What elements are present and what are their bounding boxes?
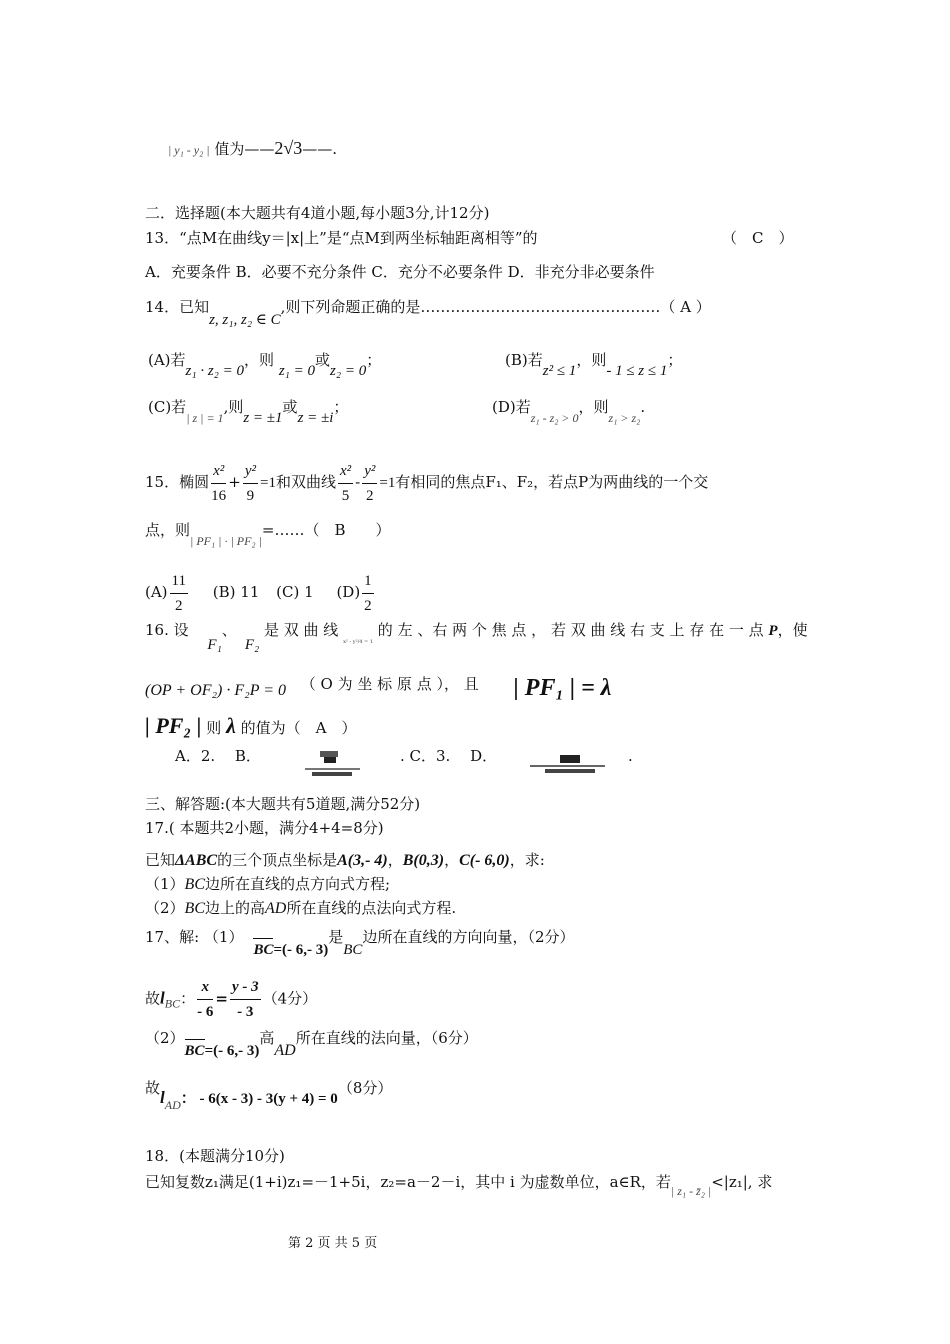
vector-condition: (OP + OF₂) · F₂P = 0	[145, 682, 286, 699]
q14-stem	[145, 297, 711, 328]
side-bc: BC	[184, 900, 205, 917]
point-p: P	[768, 623, 778, 639]
q17-solution-3	[145, 1027, 478, 1059]
lambda-symbol: λ	[226, 713, 236, 738]
option-b-cond: z² ≤ 1	[542, 363, 577, 379]
frac-numerator: 11	[170, 569, 188, 594]
part2-tail: 所在直线的点法向式方程.	[286, 899, 457, 917]
frac-denominator: 9	[246, 487, 255, 504]
q16-line3	[145, 713, 357, 738]
part1-label: （1）	[145, 875, 185, 893]
option-c-then: ,则	[223, 398, 244, 416]
garbled-fraction-d-bar	[530, 765, 605, 767]
q15-opt-a: (A)	[145, 583, 168, 601]
option-c-cond: | z | = 1	[186, 411, 224, 425]
q16-condition: 的 左 、右 两 个 焦 点 ， 若 双 曲 线 右 支 上 存 在 一 点	[377, 621, 764, 639]
line-ad-equation: ： - 6(x - 3) - 3(y + 4) = 0	[180, 1091, 338, 1107]
q17-given	[145, 850, 545, 871]
q17-title: 17.( 本题共2小题，满分4+4=8分)	[145, 819, 384, 837]
q18-text	[145, 1172, 773, 1198]
vector-bc: BC	[253, 938, 273, 960]
garbled-fraction-b-den	[312, 772, 352, 776]
q16-line1	[145, 620, 808, 653]
hyperbola-term-x	[338, 459, 353, 508]
hyperbola-label: 和双曲线	[275, 473, 336, 491]
frac-denominator: 5	[341, 487, 350, 504]
q15-options	[145, 568, 376, 618]
q17-solution-1	[145, 926, 575, 958]
q13-options: A．充要条件 B．必要不充分条件 C．充分不必要条件 D．非充分非必要条件	[145, 263, 655, 281]
side-bc: BC	[184, 876, 205, 893]
point-a: A(3,- 4)	[337, 852, 388, 869]
altitude-label: 高	[259, 1029, 275, 1047]
option-b-res: - 1 ≤ z ≤ 1	[606, 363, 668, 379]
pf-product: | PF₁ | · | PF₂ |	[190, 534, 262, 548]
q16-opts-ab: A．2. B．	[175, 747, 261, 765]
q14-number: 14．已知	[145, 298, 210, 316]
q15-stem	[145, 458, 708, 508]
separator: 、	[221, 621, 237, 639]
plus-sign: +	[228, 473, 241, 491]
section3-heading: 三、解答题:(本大题共有5道题,满分52分)	[145, 795, 421, 813]
q18-given: 已知复数z₁满足(1+i)z₁=－1+5i，z₂=a－2－i，其中 i 为虚数单位，a∈R，若	[145, 1173, 671, 1191]
fraction-y	[230, 975, 261, 1024]
value-label: 值为	[214, 140, 245, 158]
frac-numerator: y²	[362, 459, 377, 484]
q18-condition: <|z₁|, 求	[711, 1173, 773, 1191]
part1-text: 边所在直线的点方向式方程;	[205, 875, 391, 893]
part2-label: （2）	[145, 1029, 185, 1047]
garbled-fraction-b-part	[324, 757, 336, 763]
points-label: （4分）	[262, 989, 318, 1008]
vector-bc: BC	[185, 1039, 205, 1061]
q12-answer: 2√3	[274, 138, 303, 158]
equals-one: =1	[379, 475, 396, 491]
abs-z1-minus-conj-z2: | z₁ - z̄₂ |	[670, 1184, 712, 1198]
q16-hyperbola-label: 是 双 曲 线	[263, 621, 339, 639]
q14-option-a	[148, 350, 382, 379]
normal-vector-text: 所在直线的法向量，（6分）	[295, 1029, 478, 1047]
frac-numerator: x²	[338, 459, 353, 484]
q14-option-b	[505, 350, 683, 379]
colon: ：	[180, 989, 196, 1008]
point-b: B(0,3)	[402, 852, 445, 869]
given-text: 的三个顶点坐标是	[217, 851, 338, 869]
option-c-label: (C)若	[148, 398, 187, 416]
option-a-res1: z₁ = 0	[278, 363, 316, 379]
q12-end: .	[332, 140, 338, 158]
q17-solution-2	[145, 975, 317, 1026]
option-d-res: z₁ > z₂	[608, 411, 641, 425]
part2-label: （2）	[145, 899, 185, 917]
equals-one: =1	[259, 475, 276, 491]
separator: ，	[387, 851, 403, 869]
frac-denominator: - 6	[197, 1004, 214, 1020]
option-d-end: .	[640, 398, 646, 416]
option-d-label: (D)若	[492, 398, 531, 416]
pf1-lambda: | PF₁ | = λ	[513, 675, 612, 701]
part2-text: 边上的高	[205, 899, 266, 917]
side-bc: BC	[343, 942, 363, 958]
opt-d-fraction	[362, 569, 374, 618]
separator: ，	[444, 851, 460, 869]
vector-bc-value: =(- 6,- 3)	[273, 942, 329, 958]
q15-answer: =……（ B ）	[261, 521, 391, 539]
q16-opts-cd: . C．3. D．	[400, 747, 498, 765]
ellipse-term-x	[211, 459, 226, 508]
frac-numerator: y - 3	[230, 975, 261, 1000]
point-c: C(- 6,0)	[459, 852, 510, 869]
option-d-then: ，则	[578, 398, 609, 416]
origin-note: （ O 为 坐 标 原 点 ）， 且	[300, 675, 479, 693]
frac-numerator: x²	[211, 459, 226, 484]
garbled-fraction-d-den	[545, 769, 595, 773]
q17-part2	[145, 898, 456, 919]
q15-opt-b: (B) 11	[212, 583, 260, 601]
q15-then: 点，则	[145, 521, 191, 539]
q15-number: 15．椭圆	[145, 473, 210, 491]
minus-sign: -	[355, 473, 361, 491]
option-a-res2: z₂ = 0	[330, 363, 367, 379]
opt-a-fraction	[170, 569, 188, 618]
hyperbola-term-y	[362, 459, 377, 508]
option-a-label: (A)若	[148, 351, 186, 369]
q17-part1	[145, 874, 390, 895]
therefore-label: 故	[145, 989, 161, 1008]
q16-opts-end: .	[628, 747, 633, 765]
q13-answer: （ C ）	[722, 229, 794, 247]
q14-condition: z, z₁, z₂ ∈ C	[209, 312, 281, 328]
option-b-then: ，则	[576, 351, 607, 369]
q18-title: 18．(本题满分10分)	[145, 1147, 285, 1165]
garbled-fraction-d	[560, 755, 580, 763]
points-label: （8分）	[337, 1079, 393, 1097]
frac-denominator: 2	[364, 597, 372, 614]
fraction-x	[197, 975, 213, 1024]
option-c-res1: z = ±1	[243, 410, 283, 426]
vector-bc-value: =(- 6,- 3)	[204, 1043, 260, 1059]
option-d-cond: z₁ - z₂ > 0	[530, 411, 579, 425]
q15-opt-c: (C) 1	[276, 583, 314, 601]
line-l: l	[160, 1088, 165, 1107]
option-c-end: ；	[333, 398, 349, 416]
frac-denominator: 2	[366, 487, 374, 504]
option-a-then: ，则	[244, 351, 275, 369]
ellipse-term-y	[243, 459, 258, 508]
frac-numerator: 1	[362, 569, 374, 594]
altitude-ad: AD	[265, 900, 287, 917]
line-subscript: AD	[164, 1098, 181, 1112]
tiny-hyperbola-eq: x² - y²/4 = 1	[343, 639, 374, 645]
equals: =	[215, 989, 228, 1008]
q16-line2	[145, 675, 612, 701]
direction-vector-text: 边所在直线的方向向量，（2分）	[362, 928, 575, 946]
q15-opt-d: (D)	[336, 583, 361, 601]
q15-tail: 有相同的焦点F₁、F₂，若点P为两曲线的一个交	[395, 473, 709, 491]
garbled-fraction-b-bar	[305, 768, 360, 770]
page-footer: 第 2 页 共 5 页	[288, 1236, 378, 1251]
option-b-label: (B)若	[505, 351, 543, 369]
q13-stem: 13．“点M在曲线y＝|x|上”是“点M到两坐标轴距离相等”的	[145, 229, 538, 247]
given-ask: ，求:	[509, 851, 545, 869]
q14-question: ,则下列命题正确的是…………………………………………（ A ）	[280, 298, 711, 316]
triangle-abc: ΔABC	[175, 852, 218, 869]
line-subscript: BC	[164, 996, 181, 1011]
altitude-ad: AD	[274, 1042, 296, 1059]
is-label: 是	[328, 928, 344, 946]
q12-answer-line: | y₁ - y₂ | 值为——2√3——.	[168, 138, 338, 158]
option-a-end: ；	[366, 351, 382, 369]
option-b-end: ；	[667, 351, 683, 369]
q16-then: 则	[206, 719, 222, 737]
option-c-or: 或	[282, 398, 298, 416]
section2-heading: 二．选择题(本大题共有4道小题,每小题3分,计12分)	[145, 204, 490, 222]
given-label: 已知	[145, 851, 176, 869]
q17-solution-4	[145, 1078, 393, 1112]
solution-label: 17、解: （1）	[145, 928, 244, 946]
pf2-abs: | PF₂ |	[145, 713, 202, 738]
q16-answer: 的值为（ A ）	[240, 719, 357, 737]
option-c-res2: z = ±i	[297, 410, 334, 426]
option-a-or: 或	[315, 351, 331, 369]
q16-such-that: ，使	[777, 621, 808, 639]
frac-numerator: x	[197, 975, 213, 1000]
abs-y1-minus-y2: | y₁ - y₂ |	[168, 143, 210, 157]
frac-denominator: - 3	[237, 1004, 254, 1020]
q14-option-c	[148, 397, 349, 426]
frac-denominator: 16	[211, 487, 227, 504]
line-l: l	[160, 988, 165, 1008]
option-a-cond: z₁ · z₂ = 0	[185, 363, 245, 379]
q16-number: 16. 设	[145, 621, 189, 639]
therefore-label: 故	[145, 1079, 161, 1097]
q15-line2	[145, 520, 391, 548]
frac-numerator: y²	[243, 459, 258, 484]
frac-denominator: 2	[175, 597, 183, 614]
focus-f2: F₂	[244, 637, 260, 653]
q14-option-d	[492, 397, 646, 425]
focus-f1: F₁	[207, 637, 222, 653]
